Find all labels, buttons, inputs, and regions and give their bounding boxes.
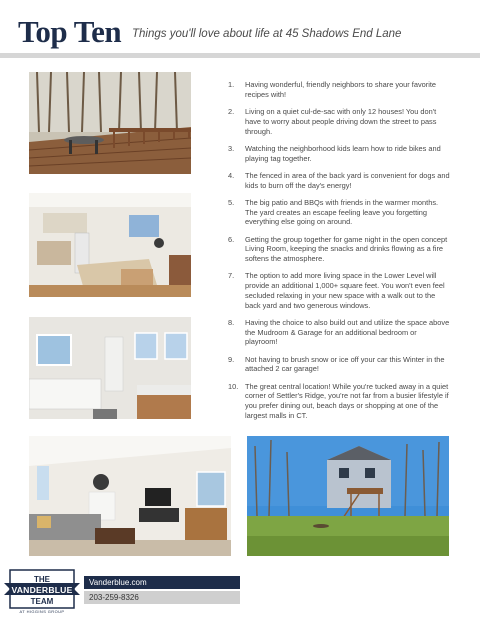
- list-item: 9. Not having to brush snow or ice off your car this Winter in the attached 2 car garage!: [228, 354, 445, 374]
- list-item: 8. Having the choice to also build out and utilize the space above the Mudroom & Garage for an additional bedroom or playroom!: [228, 317, 450, 347]
- list-item: 7. The option to add more living space in the Lower Level will provide an additional 1,000+ square feet. You won't even feel secluded relaxing in your new space with a walk out to the back yard and two generous windows.: [228, 271, 445, 310]
- page-subtitle: Things you'll love about life at 45 Shadows End Lane: [132, 28, 402, 40]
- deck-photo: [29, 72, 191, 174]
- phone-number: 203-259-8326: [89, 593, 139, 602]
- header-divider: [0, 53, 480, 58]
- list-item: 5. The big patio and BBQs with friends in the warmer months. The yard creates an escape feeling leave you forgetting everything else going on around.: [228, 197, 439, 227]
- page-title: Top Ten: [18, 14, 122, 49]
- list-item: 10. The great central location! While you're tucked away in a quiet corner of Settler's Ridge, you're not far from a busier lifestyle if you prefer dining out, beach days or shopping at one of the largest malls in CT.: [228, 381, 449, 421]
- kitchen-photo: [29, 193, 191, 297]
- top-ten-list: [228, 80, 450, 428]
- list-item: 6. Getting the group together for game night in the open concept Living Room, keeping the snacks and drinks flowing as a fire softens the atmosphere.: [228, 234, 448, 264]
- exterior-photo: [247, 436, 449, 556]
- page-header: [18, 14, 462, 50]
- website-link[interactable]: Vanderblue.com: [89, 578, 147, 587]
- list-item: 4. The fenced in area of the back yard is convenient for dogs and kids to burn off the day's energy!: [228, 170, 450, 190]
- bathroom-photo: [29, 317, 191, 419]
- living-room-photo: [29, 436, 231, 556]
- list-item: 1. Having wonderful, friendly neighbors to share your favorite recipes with!: [228, 80, 437, 99]
- list-item: 3. Watching the neighborhood kids learn how to ride bikes and playing tag together.: [228, 143, 441, 163]
- list-item: 2. Living on a quiet cul-de-sac with only 12 houses! You don't have to worry about people driving down the street to pass through.: [228, 106, 437, 136]
- vanderblue-team-logo: THE VANDERBLUE TEAM AT HIGGINS GROUP: [4, 566, 80, 616]
